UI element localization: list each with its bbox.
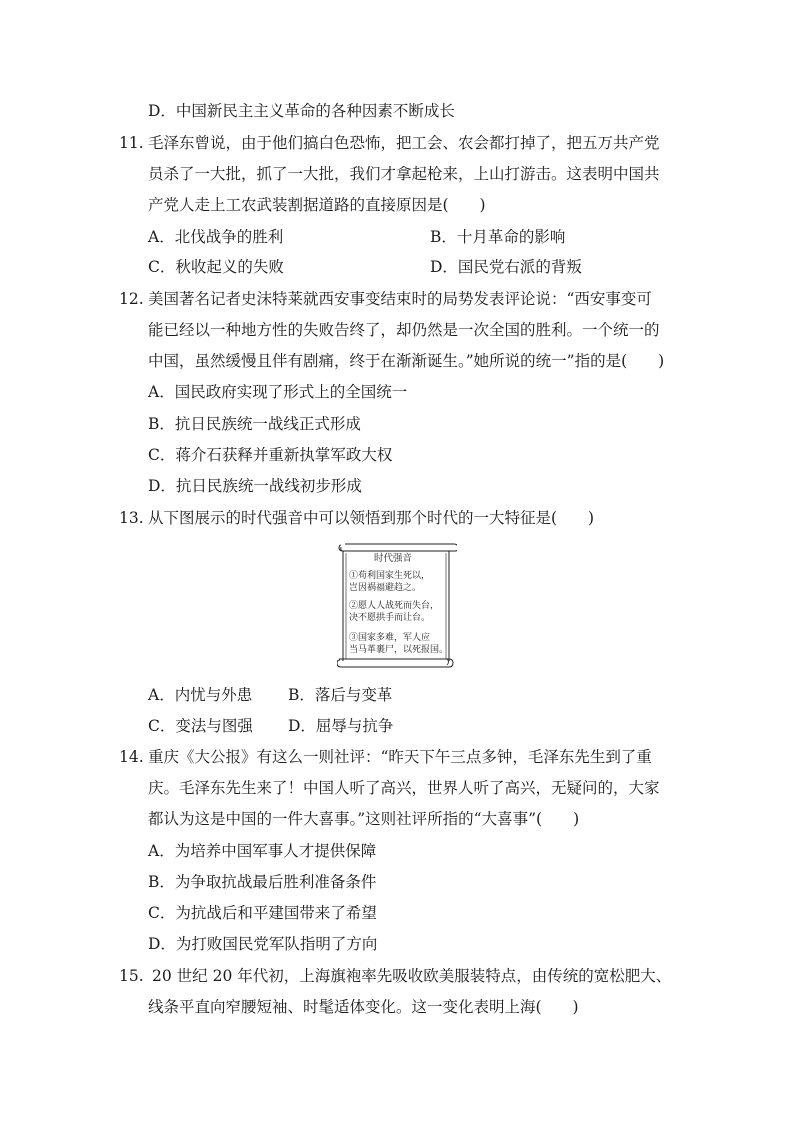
q11-option-c: C．秋收起义的失败 — [148, 258, 284, 276]
q12-option-d: D．抗日民族统一战线初步形成 — [148, 477, 362, 495]
q11-option-d: D．国民党右派的背叛 — [430, 258, 582, 276]
slogan-scroll-figure — [337, 541, 457, 669]
q11-stem-line-2: 员杀了一大批，抓了一大批，我们才拿起枪来，上山打游击。这表明中国共 — [148, 165, 660, 183]
q12-number: 12. — [119, 290, 144, 308]
q10-option-d: D．中国新民主主义革命的各种因素不断成长 — [148, 102, 455, 120]
q11-stem-line-1: 毛泽东曾说，由于他们搞白色恐怖，把工会、农会都打掉了，把五万共产党 — [148, 134, 660, 152]
q11-number: 11. — [119, 134, 144, 152]
q14-number: 14. — [119, 748, 144, 766]
q15-stem-line-1: 20 世纪 20 年代初，上海旗袍率先吸收欧美服装特点，由传统的宽松肥大、 — [152, 967, 672, 985]
q12-stem-line-3: 中国，虽然缓慢且伴有剧痛，终于在渐渐诞生。”她所说的统一”指的是( ) — [148, 352, 665, 370]
q15-number: 15. — [119, 967, 144, 985]
scroll-line-4: 决不愿拱手而让台。 — [349, 613, 431, 623]
q14-stem-line-3: 都认为这是中国的一件大喜事。”这则社评所指的“大喜事”( ) — [148, 810, 580, 828]
q11-option-b: B．十月革命的影响 — [430, 228, 566, 246]
q11-option-a: A．北伐战争的胜利 — [148, 228, 284, 246]
q14-stem-line-2: 庆。毛泽东先生来了！中国人听了高兴，世界人听了高兴，无疑问的，大家 — [148, 779, 660, 797]
q13-option-d: D．屈辱与抗争 — [288, 717, 394, 735]
q13-option-b: B．落后与变革 — [288, 686, 393, 704]
q14-option-d: D．为打败国民党军队指明了方向 — [148, 935, 378, 953]
q12-option-c: C．蒋介石获释并重新执掌军政大权 — [148, 446, 393, 464]
scroll-line-6: 当马革裹尸，以死报国。 — [349, 645, 449, 655]
scroll-line-3: ②愿人人战死而失台， — [349, 601, 440, 611]
scroll-line-1: ①苟利国家生死以， — [349, 571, 431, 581]
q11-stem-line-3: 产党人走上工农武装割据道路的直接原因是( ) — [148, 196, 486, 214]
q12-option-b: B．抗日民族统一战线正式形成 — [148, 415, 361, 433]
q14-option-a: A．为培养中国军事人才提供保障 — [148, 842, 377, 860]
q13-number: 13. — [119, 509, 144, 527]
scroll-line-2: 岂因祸福避趋之。 — [349, 583, 422, 593]
q12-stem-line-2: 能已经以一种地方性的失败告终了，却仍然是一次全国的胜利。一个统一的 — [148, 321, 660, 339]
scroll-title: 时代强音 — [373, 553, 412, 564]
q13-option-a: A．内忧与外患 — [148, 686, 253, 704]
q15-stem-line-2: 线条平直向窄腰短袖、时髦适体变化。这一变化表明上海( ) — [148, 998, 579, 1016]
q14-stem-line-1: 重庆《大公报》有这么一则社评：“昨天下午三点多钟，毛泽东先生到了重 — [148, 748, 652, 766]
q12-option-a: A．国民政府实现了形式上的全国统一 — [148, 383, 408, 401]
scroll-line-5: ③国家多难，军人应 — [349, 633, 431, 643]
q13-option-c: C．变法与图强 — [148, 717, 253, 735]
q13-stem-line-1: 从下图展示的时代强音中可以领悟到那个时代的一大特征是( ) — [148, 509, 595, 527]
q12-stem-line-1: 美国著名记者史沫特莱就西安事变结束时的局势发表评论说：“西安事变可 — [148, 290, 652, 308]
q14-option-b: B．为争取抗战最后胜利准备条件 — [148, 873, 377, 891]
q14-option-c: C．为抗战后和平建国带来了希望 — [148, 904, 377, 922]
